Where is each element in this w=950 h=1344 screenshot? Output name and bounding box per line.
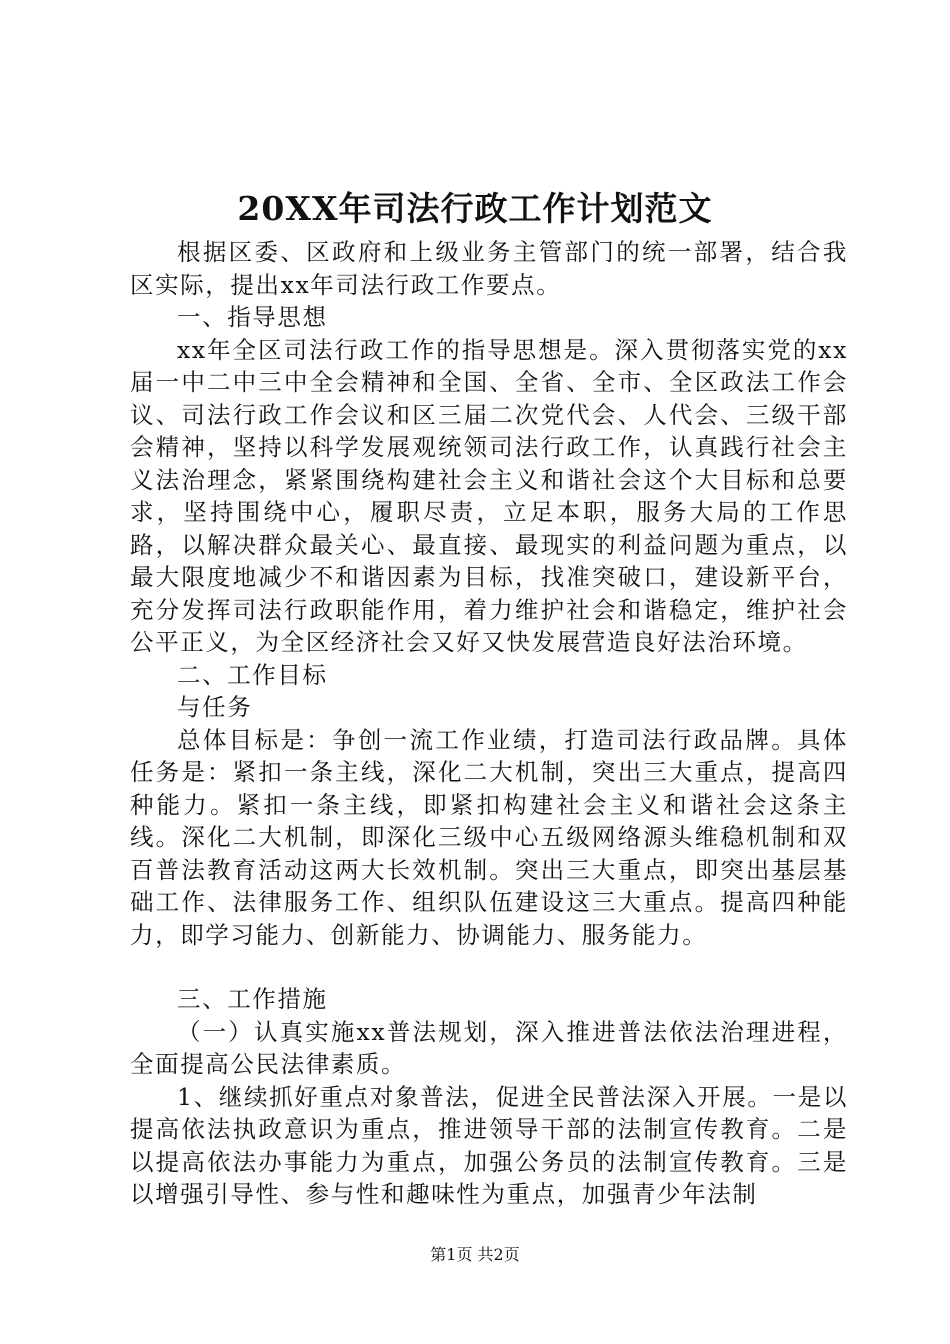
measure-one-item-one-paragraph: 1、继续抓好重点对象普法，促进全民普法深入开展。一是以提高依法执政意识为重点，推进领导干部的法制宣传教育。二是以提高依法办事能力为重点，加强公务员的法制宣传教育。三是以增强引导性、参与性和趣味性为重点，加强青少年法制 — [130, 1082, 848, 1208]
section-heading-work-goals: 二、工作目标 — [177, 660, 328, 689]
intro-paragraph: 根据区委、区政府和上级业务主管部门的统一部署，结合我区实际，提出xx年司法行政工作要点。 — [130, 238, 848, 299]
section-heading-work-measures: 三、工作措施 — [177, 985, 328, 1013]
document-title: 20XX年司法行政工作计划范文 — [237, 189, 713, 228]
section-heading-tasks: 与任务 — [177, 693, 253, 721]
guiding-thought-paragraph: xx年全区司法行政工作的指导思想是。深入贯彻落实党的xx届一中二中三中全会精神和全国、全省、全市、全区政法工作会议、司法行政工作会议和区三届二次党代会、人代会、三级干部会精神，坚持以科学发展观统领司法行政工作，认真践行社会主义法治理念，紧紧围绕构建社会主义和谐社会这个大目标和总要求，坚持围绕中心，履职尽责，立足本职，服务大局的工作思路，以解决群众最关心、最直接、最现实的利益问题为重点，以最大限度地减少不和谐因素为目标，找准突破口，建设新平台，充分发挥司法行政职能作用，着力维护社会和谐稳定，维护社会公平正义，为全区经济社会又好又快发展营造良好法治环境。 — [130, 335, 848, 656]
goals-paragraph: 总体目标是：争创一流工作业绩，打造司法行政品牌。具体任务是：紧扣一条主线，深化二大机制，突出三大重点，提高四种能力。紧扣一条主线，即紧扣构建社会主义和谐社会这条主线。深化二大机制，即深化三级中心五级网络源头维稳机制和双百普法教育活动这两大长效机制。突出三大重点，即突出基层基础工作、法律服务工作、组织队伍建设这三大重点。提高四种能力，即学习能力、创新能力、协调能力、服务能力。 — [130, 725, 848, 949]
measure-one-paragraph: （一）认真实施xx普法规划，深入推进普法依法治理进程，全面提高公民法律素质。 — [130, 1017, 848, 1078]
document-body — [130, 236, 848, 1211]
section-heading-guiding-thought: 一、指导思想 — [177, 303, 328, 331]
page-number-footer: 第1页 共2页 — [430, 1245, 520, 1264]
